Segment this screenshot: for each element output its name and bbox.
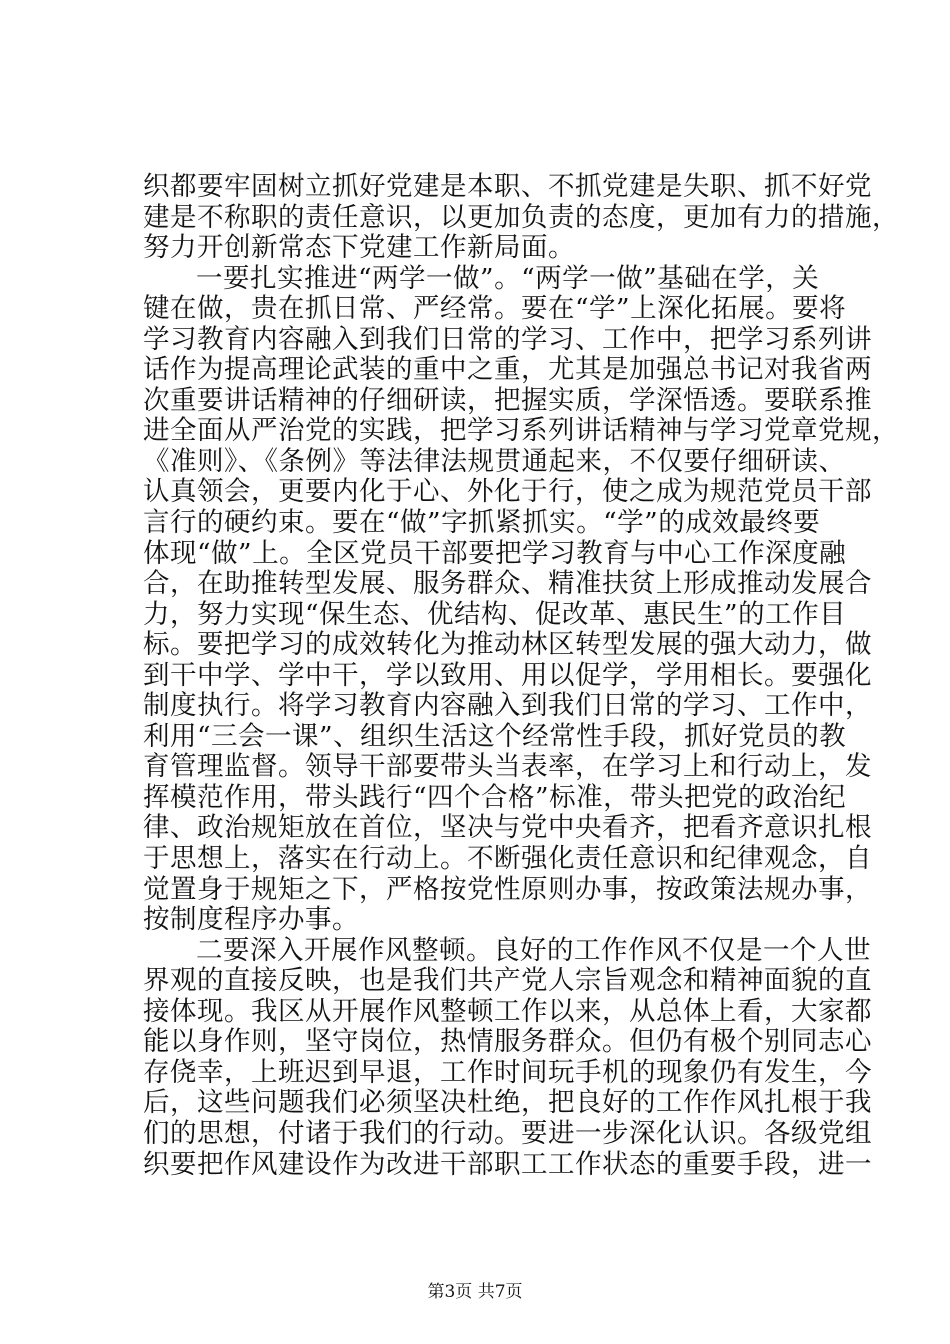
text-line: 挥模范作用，带头践行“四个合格”标准，带头把党的政治纪: [143, 781, 847, 813]
text-line: 认真领会，更要内化于心、外化于行，使之成为规范党员干部: [143, 476, 872, 508]
text-line: 力，努力实现“保生态、优结构、促改革、惠民生”的工作目: [143, 598, 847, 630]
text-line: 能以身作则，坚守岗位，热情服务群众。但仍有极个别同志心: [143, 1026, 872, 1058]
text-line: 存侥幸，上班迟到早退，工作时间玩手机的现象仍有发生，今: [143, 1056, 872, 1088]
text-line: 努力开创新常态下党建工作新局面。: [143, 232, 575, 264]
text-line: 按制度程序办事。: [143, 904, 359, 936]
text-line: 制度执行。将学习教育内容融入到我们日常的学习、工作中，: [143, 690, 872, 722]
text-line: 觉置身于规矩之下，严格按党性原则办事，按政策法规办事，: [143, 873, 872, 905]
text-line: 体现“做”上。全区党员干部要把学习教育与中心工作深度融: [143, 537, 847, 569]
text-line: 接体现。我区从开展作风整顿工作以来，从总体上看，大家都: [143, 995, 872, 1027]
text-line: 键在做，贵在抓日常、严经常。要在“学”上深化拓展。要将: [143, 293, 847, 325]
text-line: 一要扎实推进“两学一做”。“两学一做”基础在学，关: [196, 262, 820, 294]
text-line: 二要深入开展作风整顿。良好的工作作风不仅是一个人世: [196, 934, 871, 966]
text-line: 利用“三会一课”、组织生活这个经常性手段，抓好党员的教: [143, 720, 847, 752]
text-line: 后，这些问题我们必须坚决杜绝，把良好的工作作风扎根于我: [143, 1087, 872, 1119]
text-line: 标。要把学习的成效转化为推动林区转型发展的强大动力，做: [143, 629, 872, 661]
text-line: 建是不称职的责任意识，以更加负责的态度，更加有力的措施，: [143, 201, 899, 233]
text-line: 律、政治规矩放在首位，坚决与党中央看齐，把看齐意识扎根: [143, 812, 872, 844]
text-line: 合，在助推转型发展、服务群众、精准扶贫上形成推动发展合: [143, 568, 872, 600]
text-line: 到干中学、学中干，学以致用、用以促学，学用相长。要强化: [143, 659, 872, 691]
text-line: 们的思想，付诸于我们的行动。要进一步深化认识。各级党组: [143, 1117, 872, 1149]
text-line: 界观的直接反映，也是我们共产党人宗旨观念和精神面貌的直: [143, 965, 872, 997]
text-line: 育管理监督。领导干部要带头当表率，在学习上和行动上，发: [143, 751, 872, 783]
text-line: 言行的硬约束。要在“做”字抓紧抓实。“学”的成效最终要: [143, 507, 821, 539]
document-body: [143, 171, 899, 1180]
text-line: 织要把作风建设作为改进干部职工工作状态的重要手段，进一: [143, 1148, 872, 1180]
text-line: 次重要讲话精神的仔细研读，把握实质，学深悟透。要联系推: [143, 384, 872, 416]
text-line: 于思想上，落实在行动上。不断强化责任意识和纪律观念，自: [143, 843, 872, 875]
text-line: 织都要牢固树立抓好党建是本职、不抓党建是失职、抓不好党: [143, 171, 872, 202]
text-line: 话作为提高理论武装的重中之重，尤其是加强总书记对我省两: [143, 354, 872, 386]
text-line: 学习教育内容融入到我们日常的学习、工作中，把学习系列讲: [143, 323, 872, 355]
page-footer: 第3页 共7页: [427, 1282, 523, 1302]
text-line: 《准则》、《条例》等法律法规贯通起来，不仅要仔细研读、: [143, 445, 846, 477]
text-line: 进全面从严治党的实践，把学习系列讲话精神与学习党章党规，: [143, 415, 899, 447]
